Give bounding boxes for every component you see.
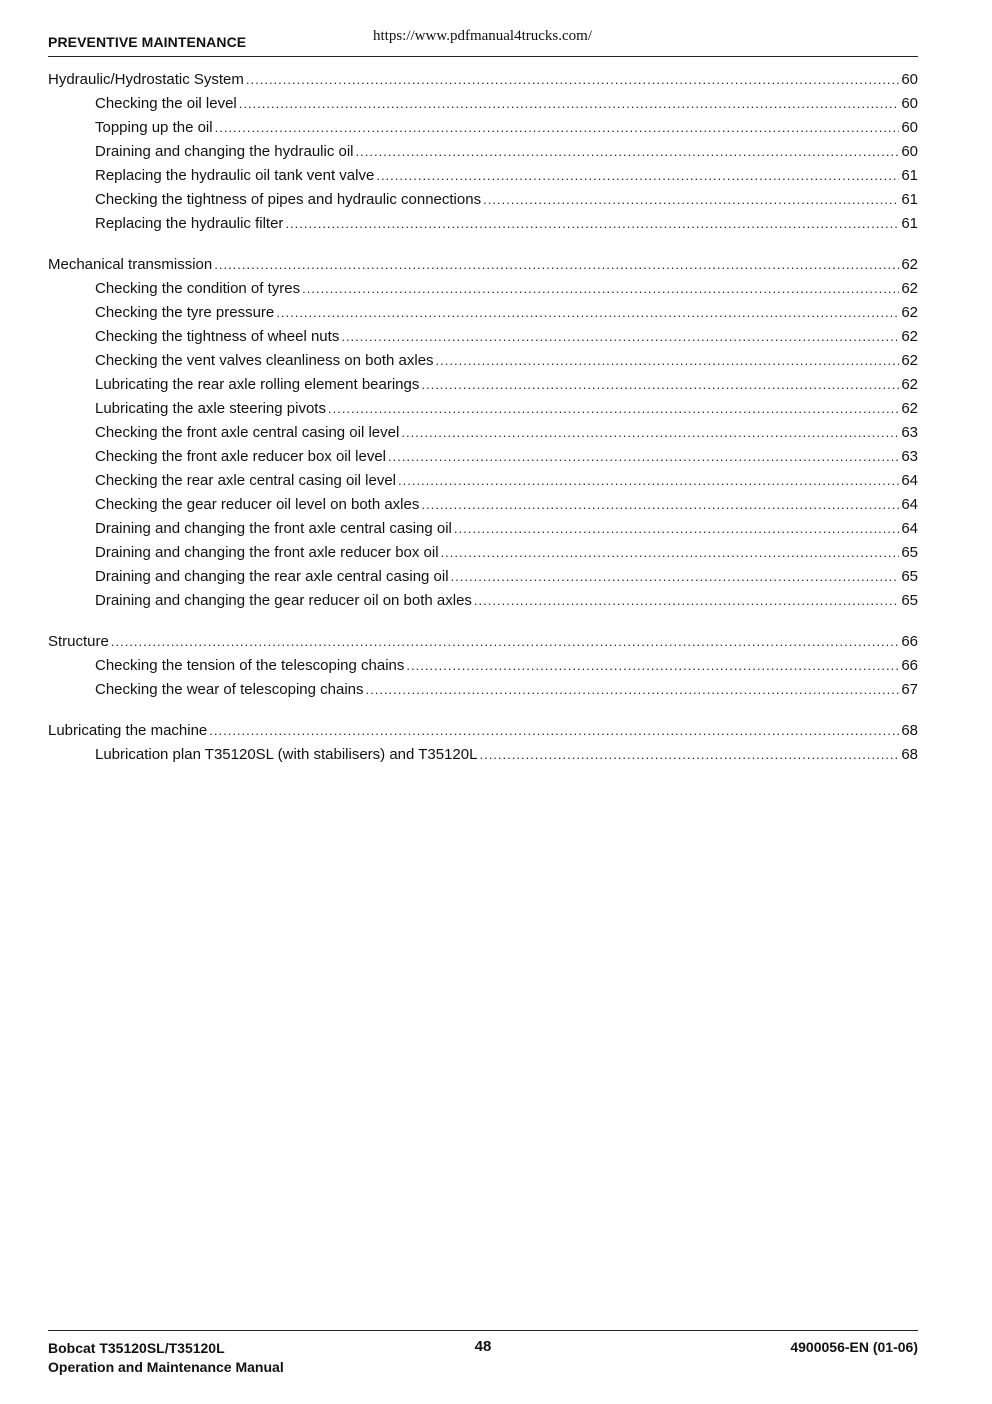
dot-leader <box>421 495 899 515</box>
toc-entry-page: 66 <box>901 633 918 650</box>
toc-entry-title: Replacing the hydraulic oil tank vent valve <box>95 167 375 184</box>
toc-entry-page: 61 <box>901 215 918 232</box>
toc-entry-title: Checking the vent valves cleanliness on both axles <box>95 352 434 369</box>
toc-subentry[interactable] <box>48 519 918 543</box>
toc-entry-title: Checking the front axle central casing oil level <box>95 424 400 441</box>
toc-entry-title: Draining and changing the front axle reducer box oil <box>95 544 439 561</box>
dot-leader <box>474 591 899 611</box>
dot-leader <box>239 94 900 114</box>
dot-leader <box>356 142 900 162</box>
dot-leader <box>398 471 899 491</box>
toc-entry-title: Checking the rear axle central casing oil level <box>95 472 396 489</box>
toc-entry-page: 62 <box>901 376 918 393</box>
toc-subentry[interactable] <box>48 166 918 190</box>
toc-entry-page: 62 <box>901 400 918 417</box>
toc-entry-page: 62 <box>901 328 918 345</box>
toc-entry-page: 65 <box>901 592 918 609</box>
toc-subentry[interactable] <box>48 447 918 471</box>
dot-leader <box>302 279 899 299</box>
toc-entry-title: Replacing the hydraulic filter <box>95 215 284 232</box>
toc-section <box>48 721 918 769</box>
toc-entry-title: Checking the tightness of wheel nuts <box>95 328 340 345</box>
page-number: 48 <box>474 1338 492 1355</box>
toc-subentry[interactable] <box>48 399 918 423</box>
dot-leader <box>111 632 899 652</box>
toc-entry-title: Lubricating the rear axle rolling element bearings <box>95 376 420 393</box>
dot-leader <box>285 214 899 234</box>
toc-subentry[interactable] <box>48 94 918 118</box>
toc-subentry[interactable] <box>48 214 918 238</box>
dot-leader <box>341 327 899 347</box>
toc-entry-page: 62 <box>901 304 918 321</box>
toc-subentry[interactable] <box>48 680 918 704</box>
toc-entry-title: Checking the condition of tyres <box>95 280 301 297</box>
dot-leader <box>454 519 899 539</box>
dot-leader <box>421 375 899 395</box>
toc-entry-page: 64 <box>901 472 918 489</box>
toc-subentry[interactable] <box>48 279 918 303</box>
dot-leader <box>215 118 900 138</box>
toc-subentry[interactable] <box>48 591 918 615</box>
dot-leader <box>451 567 900 587</box>
toc-entry-page: 61 <box>901 191 918 208</box>
toc-section <box>48 255 918 615</box>
toc-subentry[interactable] <box>48 351 918 375</box>
footer-manual-title: Operation and Maintenance Manual <box>48 1359 284 1375</box>
toc-entry-page: 61 <box>901 167 918 184</box>
toc-entry-page: 62 <box>901 280 918 297</box>
dot-leader <box>209 721 899 741</box>
toc-entry-page: 64 <box>901 520 918 537</box>
dot-leader <box>406 656 899 676</box>
toc-heading-entry[interactable] <box>48 721 918 745</box>
toc-entry-page: 62 <box>901 352 918 369</box>
toc-section <box>48 70 918 238</box>
toc-subentry[interactable] <box>48 567 918 591</box>
toc-entry-page: 60 <box>901 95 918 112</box>
toc-entry-title: Checking the front axle reducer box oil level <box>95 448 386 465</box>
dot-leader <box>366 680 900 700</box>
toc-subentry[interactable] <box>48 423 918 447</box>
toc-entry-title: Checking the tyre pressure <box>95 304 275 321</box>
toc-subentry[interactable] <box>48 327 918 351</box>
toc-entry-page: 68 <box>901 746 918 763</box>
watermark-url[interactable]: https://www.pdfmanual4trucks.com/ <box>373 28 592 44</box>
toc-entry-title: Topping up the oil <box>95 119 213 136</box>
toc-heading-entry[interactable] <box>48 70 918 94</box>
toc-entry-page: 65 <box>901 544 918 561</box>
toc-subentry[interactable] <box>48 745 918 769</box>
dot-leader <box>246 70 899 90</box>
footer-model: Bobcat T35120SL/T35120L <box>48 1340 225 1356</box>
toc-subentry[interactable] <box>48 190 918 214</box>
toc-entry-title: Draining and changing the hydraulic oil <box>95 143 354 160</box>
toc-entry-title: Checking the wear of telescoping chains <box>95 681 364 698</box>
dot-leader <box>388 447 899 467</box>
page-header <box>48 28 918 57</box>
toc-subentry[interactable] <box>48 495 918 519</box>
toc-entry-title: Checking the tightness of pipes and hydraulic connections <box>95 191 482 208</box>
toc-heading-entry[interactable] <box>48 632 918 656</box>
section-title: PREVENTIVE MAINTENANCE <box>48 34 247 50</box>
dot-leader <box>436 351 900 371</box>
toc-entry-page: 67 <box>901 681 918 698</box>
dot-leader <box>441 543 900 563</box>
toc-subentry[interactable] <box>48 118 918 142</box>
toc-entry-page: 62 <box>901 256 918 273</box>
toc-entry-page: 66 <box>901 657 918 674</box>
toc-entry-page: 63 <box>901 424 918 441</box>
dot-leader <box>376 166 899 186</box>
toc-subentry[interactable] <box>48 656 918 680</box>
dot-leader <box>214 255 899 275</box>
toc-heading-entry[interactable] <box>48 255 918 279</box>
dot-leader <box>479 745 899 765</box>
toc-entry-page: 68 <box>901 722 918 739</box>
toc-entry-page: 60 <box>901 119 918 136</box>
dot-leader <box>401 423 899 443</box>
toc-subentry[interactable] <box>48 375 918 399</box>
toc-entry-title: Lubrication plan T35120SL (with stabilisers) and T35120L <box>95 746 478 763</box>
toc-entry-title: Mechanical transmission <box>48 256 213 273</box>
toc-subentry[interactable] <box>48 471 918 495</box>
toc-entry-page: 63 <box>901 448 918 465</box>
toc-entry-page: 64 <box>901 496 918 513</box>
toc-entry-title: Hydraulic/Hydrostatic System <box>48 71 244 88</box>
toc-entry-title: Structure <box>48 633 109 650</box>
toc-entry-title: Checking the tension of the telescoping chains <box>95 657 405 674</box>
dot-leader <box>483 190 899 210</box>
table-of-contents <box>48 70 918 786</box>
page-footer <box>48 1330 918 1375</box>
document-code: 4900056-EN (01-06) <box>790 1339 918 1355</box>
toc-entry-title: Draining and changing the gear reducer oil on both axles <box>95 592 472 609</box>
toc-entry-title: Checking the oil level <box>95 95 237 112</box>
dot-leader <box>276 303 899 323</box>
toc-entry-page: 60 <box>901 143 918 160</box>
toc-section <box>48 632 918 704</box>
toc-subentry[interactable] <box>48 303 918 327</box>
toc-entry-title: Draining and changing the front axle central casing oil <box>95 520 452 537</box>
toc-subentry[interactable] <box>48 142 918 166</box>
toc-entry-title: Draining and changing the rear axle central casing oil <box>95 568 449 585</box>
toc-entry-page: 65 <box>901 568 918 585</box>
toc-entry-page: 60 <box>901 71 918 88</box>
toc-entry-title: Lubricating the machine <box>48 722 208 739</box>
toc-subentry[interactable] <box>48 543 918 567</box>
toc-entry-title: Checking the gear reducer oil level on both axles <box>95 496 420 513</box>
toc-entry-title: Lubricating the axle steering pivots <box>95 400 326 417</box>
dot-leader <box>328 399 899 419</box>
